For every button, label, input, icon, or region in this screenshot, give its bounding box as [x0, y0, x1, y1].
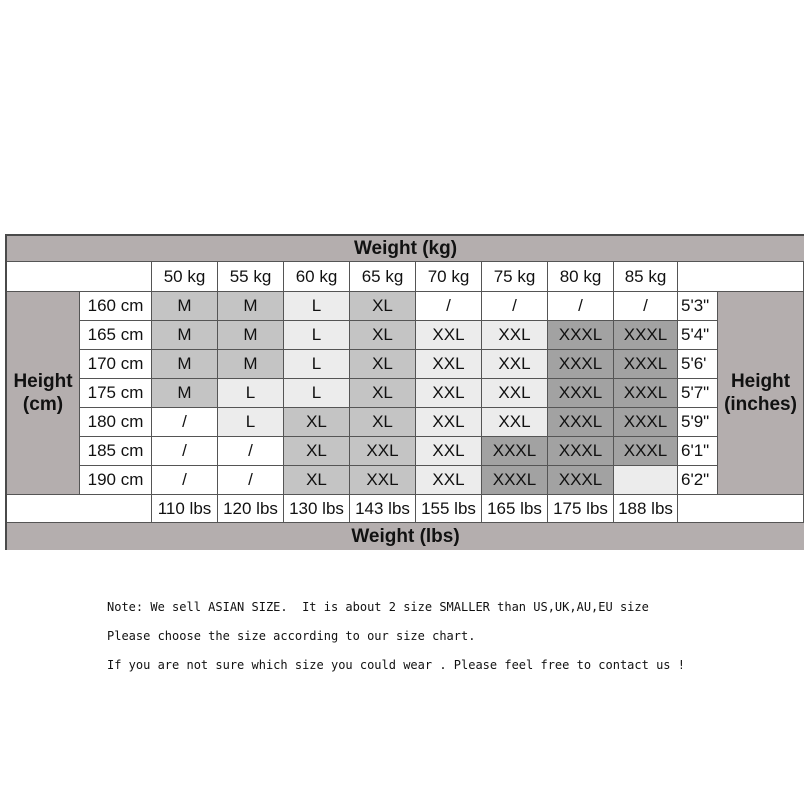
weight-lbs-label: 155 lbs	[416, 495, 482, 523]
size-cell: XL	[284, 466, 350, 495]
weight-lbs-label: 120 lbs	[218, 495, 284, 523]
weight-kg-label: 50 kg	[152, 262, 218, 292]
size-chart	[5, 234, 804, 550]
size-cell: L	[284, 321, 350, 350]
size-cell: XXXL	[614, 321, 678, 350]
note-line-choose-size: Please choose the size according to our size chart.	[107, 629, 476, 643]
weight-lbs-title: Weight (lbs)	[7, 523, 804, 550]
weight-kg-label: 65 kg	[350, 262, 416, 292]
size-cell: XXXL	[548, 379, 614, 408]
size-cell: XXXL	[614, 437, 678, 466]
size-cell: XXXL	[548, 466, 614, 495]
height-inches-label: 6'1"	[678, 437, 718, 466]
size-cell: XXXL	[482, 466, 548, 495]
size-cell: /	[218, 466, 284, 495]
size-cell: L	[218, 379, 284, 408]
size-cell: /	[152, 437, 218, 466]
height-cm-label: 165 cm	[80, 321, 152, 350]
size-cell: /	[614, 292, 678, 321]
lbs-corner-left	[7, 495, 152, 523]
size-cell: M	[218, 321, 284, 350]
size-cell: XXL	[350, 466, 416, 495]
size-note	[107, 594, 685, 681]
weight-lbs-label: 188 lbs	[614, 495, 678, 523]
size-cell: /	[482, 292, 548, 321]
size-cell: XXL	[416, 379, 482, 408]
weight-lbs-label: 143 lbs	[350, 495, 416, 523]
header-corner-right	[678, 262, 804, 292]
height-cm-label: 190 cm	[80, 466, 152, 495]
weight-kg-label: 80 kg	[548, 262, 614, 292]
height-cm-label: 185 cm	[80, 437, 152, 466]
weight-kg-label: 85 kg	[614, 262, 678, 292]
size-cell: XXL	[350, 437, 416, 466]
size-cell: XL	[284, 408, 350, 437]
height-cm-header: Height (cm)	[7, 292, 80, 495]
size-cell: M	[218, 292, 284, 321]
size-cell: XXL	[416, 408, 482, 437]
size-cell: /	[416, 292, 482, 321]
size-cell: M	[218, 350, 284, 379]
height-inches-label: 5'4"	[678, 321, 718, 350]
weight-kg-label: 60 kg	[284, 262, 350, 292]
height-inches-label: 5'6'	[678, 350, 718, 379]
height-inches-label: 5'7"	[678, 379, 718, 408]
weight-lbs-label: 165 lbs	[482, 495, 548, 523]
size-cell: XXXL	[548, 408, 614, 437]
weight-kg-label: 75 kg	[482, 262, 548, 292]
height-inches-label: 5'3"	[678, 292, 718, 321]
size-cell	[614, 466, 678, 495]
size-cell: XXL	[482, 408, 548, 437]
size-cell: M	[152, 350, 218, 379]
size-cell: XL	[350, 379, 416, 408]
size-cell: XXL	[416, 321, 482, 350]
note-line-asian-size: Note: We sell ASIAN SIZE. It is about 2 size SMALLER than US,UK,AU,EU size	[107, 600, 649, 614]
size-cell: XXXL	[614, 350, 678, 379]
size-cell: XXXL	[614, 379, 678, 408]
height-inches-label: 5'9"	[678, 408, 718, 437]
size-cell: XXL	[482, 321, 548, 350]
size-cell: XXL	[482, 350, 548, 379]
size-cell: XXL	[482, 379, 548, 408]
weight-lbs-label: 175 lbs	[548, 495, 614, 523]
size-cell: /	[152, 408, 218, 437]
size-cell: XXL	[416, 466, 482, 495]
size-cell: XXXL	[548, 321, 614, 350]
weight-lbs-label: 110 lbs	[152, 495, 218, 523]
size-cell: L	[284, 379, 350, 408]
size-cell: XXXL	[482, 437, 548, 466]
size-cell: /	[218, 437, 284, 466]
size-cell: /	[152, 466, 218, 495]
weight-kg-label: 55 kg	[218, 262, 284, 292]
size-cell: XL	[350, 321, 416, 350]
size-cell: XXXL	[614, 408, 678, 437]
size-cell: XXL	[416, 437, 482, 466]
weight-kg-label: 70 kg	[416, 262, 482, 292]
size-cell: M	[152, 321, 218, 350]
size-cell: XXL	[416, 350, 482, 379]
size-cell: XXXL	[548, 437, 614, 466]
note-line-contact: If you are not sure which size you could wear . Please feel free to contact us !	[107, 658, 685, 672]
header-corner-left	[7, 262, 152, 292]
weight-lbs-label: 130 lbs	[284, 495, 350, 523]
height-inches-label: 6'2"	[678, 466, 718, 495]
size-cell: L	[284, 292, 350, 321]
size-cell: L	[284, 350, 350, 379]
size-cell: XL	[350, 350, 416, 379]
height-inches-header: Height (inches)	[718, 292, 804, 495]
height-cm-label: 160 cm	[80, 292, 152, 321]
size-cell: XL	[284, 437, 350, 466]
height-cm-label: 180 cm	[80, 408, 152, 437]
weight-kg-title: Weight (kg)	[7, 236, 804, 262]
size-cell: M	[152, 292, 218, 321]
height-cm-label: 175 cm	[80, 379, 152, 408]
size-cell: XL	[350, 292, 416, 321]
size-cell: /	[548, 292, 614, 321]
size-cell: XL	[350, 408, 416, 437]
lbs-corner-right	[678, 495, 804, 523]
height-cm-label: 170 cm	[80, 350, 152, 379]
size-cell: XXXL	[548, 350, 614, 379]
size-cell: L	[218, 408, 284, 437]
size-cell: M	[152, 379, 218, 408]
